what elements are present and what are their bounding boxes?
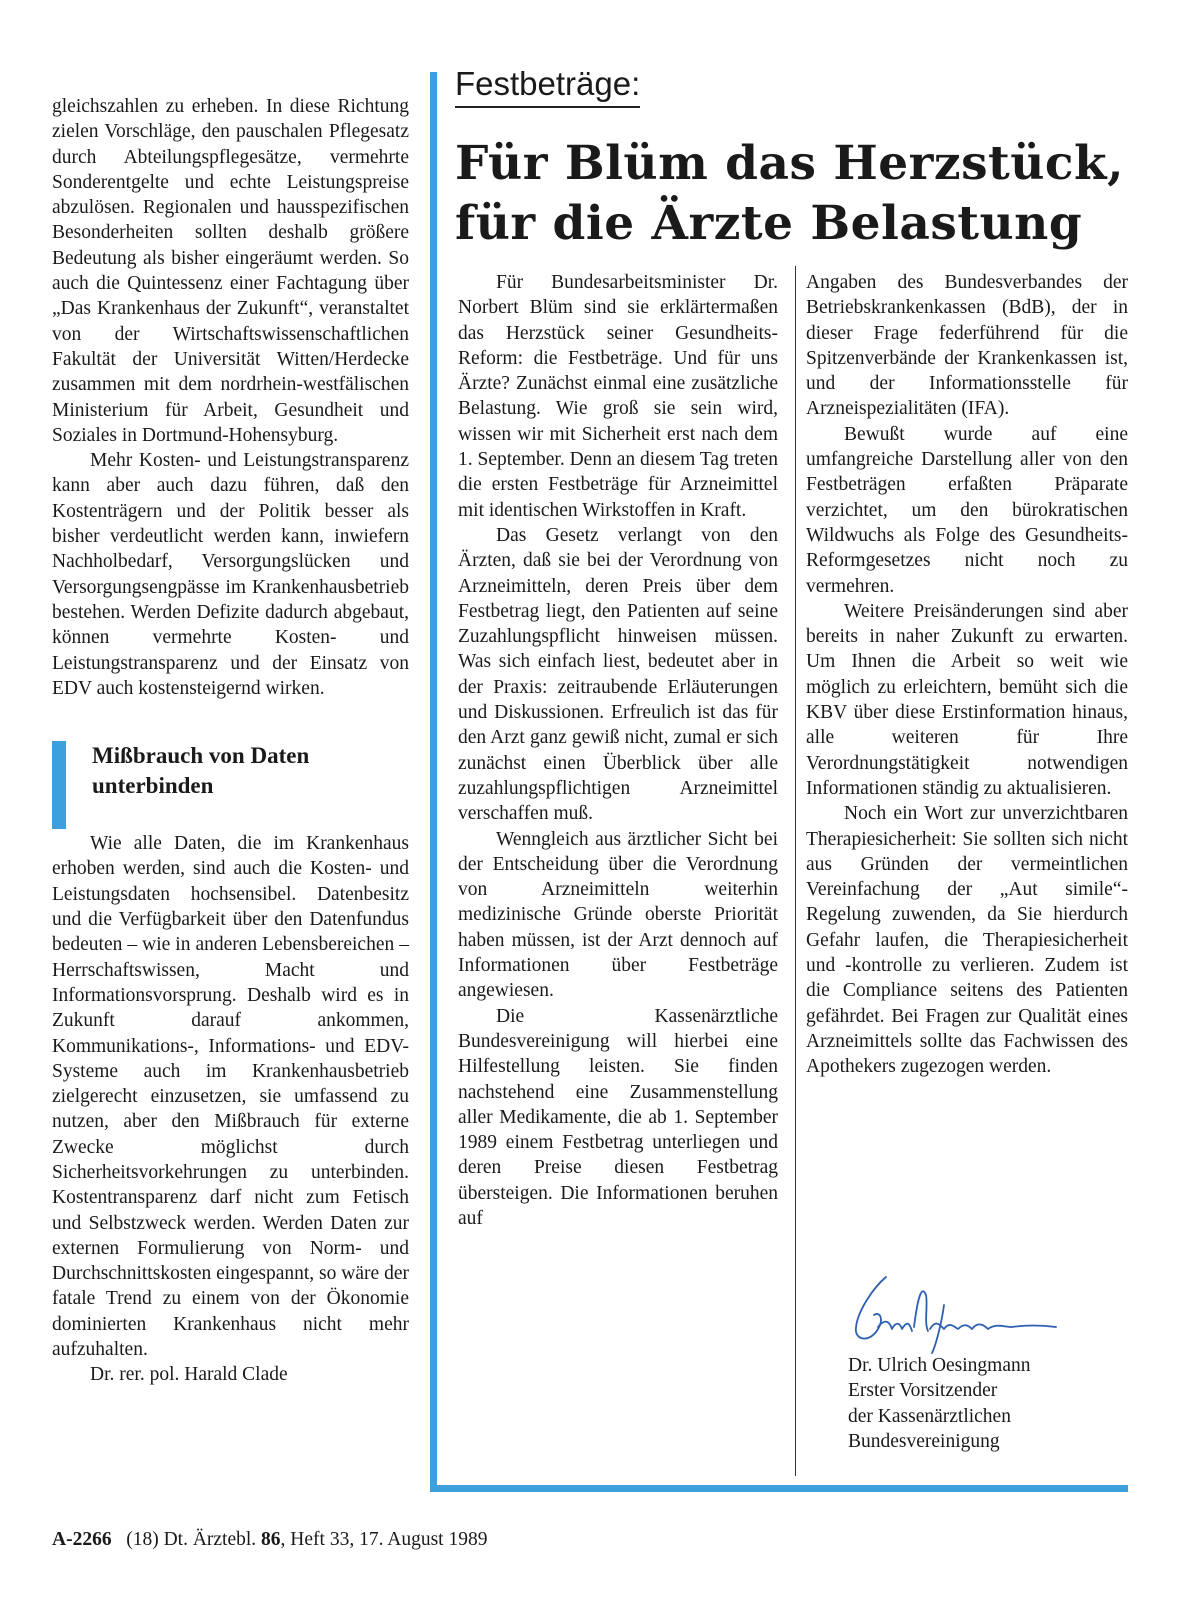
article-column-right: [806, 270, 1128, 1080]
article-paragraph: Für Bundesarbeitsminister Dr. Norbert Blüm sind sie erklärtermaßen das Herzstück seiner Gesundheits-Reform: die Festbeträge. Und für uns Ärzte? Zunächst einmal eine zusätzliche Belastung. Wie groß sie sein wird, wissen wir mit Sicherheit erst nach dem 1. September. Denn an diesem Tag treten die ersten Festbeträge für Arzneimittel mit identischen Wirkstoffen in Kraft.: [458, 272, 778, 521]
accent-bar: [52, 741, 66, 829]
subheading: Mißbrauch von Daten unterbinden: [92, 743, 310, 799]
author-byline: Dr. rer. pol. Harald Clade: [90, 1364, 288, 1386]
left-paragraph: Wie alle Daten, die im Krankenhaus erhoben werden, sind auch die Kosten- und Leistungsdaten hochsensibel. Datenbesitz und die Verfügbarkeit über den Datenfundus bedeuten – wie in anderen Lebensbereichen – Herrschaftswissen, Macht und Informationsvorsprung. Deshalb wird es in Zukunft darauf ankommen, Kommunikations-, Informations- und EDV-Systeme auch im Krankenhausbetrieb zielgerecht einzusetzen, sie umfassend zu nutzen, aber den Mißbrauch für externe Zwecke möglichst durch Sicherheitsvorkehrungen zu unterbinden. Kostentransparenz darf nicht zum Fetisch und Selbstzweck werden. Werden Daten zur externen Formulierung von Norm- und Durchschnittskosten eingespannt, so wäre der fatale Trend zu einem von der Ökonomie dominierten Krankenhaus nicht mehr aufzuhalten.: [52, 833, 409, 1361]
signer-title: Erster Vorsitzender: [848, 1380, 998, 1402]
page-number: A-2266: [52, 1529, 112, 1550]
signer-org: der Kassenärztlichen: [848, 1405, 1011, 1427]
article-kicker: Festbeträge:: [455, 64, 640, 108]
volume: 86: [261, 1529, 281, 1550]
article-paragraph: Angaben des Bundesverbandes der Betriebskrankenkassen (BdB), der in dieser Frage federführend für die Spitzenverbände der Krankenkassen ist, und der Informationsstelle für Arzneispezialitäten (IFA).: [806, 272, 1128, 420]
page-footer: [52, 1527, 487, 1552]
subsection-body: [52, 831, 409, 1388]
column-divider: [795, 266, 796, 1476]
accent-bar-horizontal: [430, 1485, 1128, 1492]
left-paragraph: gleichszahlen zu erheben. In diese Richtung zielen Vorschläge, den pauschalen Pflegesatz durch Abteilungspflegesätze, vermehrte Sonderentgelte und echte Leistungspreise abzulösen. Regionalen und hausspezifischen Besonderheiten sollten deshalb größere Bedeutung als bisher eingeräumt werden. So auch die Quintessenz einer Fachtagung über „Das Krankenhaus der Zukunft“, veranstaltet von der Wirtschaftswissenschaftlichen Fakultät der Universität Witten/Herdecke zusammen mit dem nordrhein-westfälischen Ministerium für Arbeit, Gesundheit und Soziales in Dortmund-Hohensyburg.: [52, 96, 409, 446]
citation: (18) Dt. Ärztebl.: [126, 1529, 257, 1550]
article-paragraph: Wenngleich aus ärztlicher Sicht bei der Entscheidung über die Verordnung von Arzneimitteln weiterhin medizinische Gründe oberste Priorität haben müssen, ist der Arzt dennoch auf Informationen über Festbeträge angewiesen.: [458, 828, 778, 1002]
citation-rest: , Heft 33, 17. August 1989: [280, 1529, 488, 1550]
article-paragraph: Bewußt wurde auf eine umfangreiche Darstellung aller von den Festbeträgen erfaßten Präparate verzichtet, um den bürokratischen Wildwuchs als Folge des Gesundheits-Reformgesetzes nicht noch zu vermehren.: [806, 423, 1128, 597]
article-headline: Für Blüm das Herzstück, für die Ärzte Belastung: [455, 136, 1124, 251]
signature-block: [848, 1353, 1031, 1454]
signature-icon: [836, 1265, 1076, 1355]
article-paragraph: Das Gesetz verlangt von den Ärzten, daß sie bei der Verordnung von Arzneimitteln, deren Preis über dem Festbetrag liegt, den Patienten auf seine Zuzahlungspflicht hinweisen müssen. Was sich einfach liest, bedeutet aber in der Praxis: zeitraubende Erläuterungen und Diskussionen. Erfreulich ist das für den Arzt ganz gewiß nicht, zumal er sich zunächst einen Überblick über alle zuzahlungspflichtigen Arzneimittel verschaffen muß.: [458, 524, 778, 825]
left-column: [52, 94, 409, 1388]
article-column-middle: [458, 270, 778, 1231]
article-paragraph: Noch ein Wort zur unverzichtbaren Therapiesicherheit: Sie sollten sich nicht aus Gründen der vermeintlichen Vereinfachung der „Aut simile“-Regelung zuwenden, da Sie hierdurch Gefahr laufen, die Therapiesicherheit und -kontrolle zu verlieren. Zudem ist die Compliance seitens des Patienten gefährdet. Bei Fragen zur Qualität eines Arzneimittels sollte das Fachwissen des Apothekers zugezogen werden.: [806, 803, 1128, 1078]
left-paragraph: Mehr Kosten- und Leistungstransparenz kann aber auch dazu führen, daß den Kostenträgern und der Politik besser als bisher verdeutlicht werden kann, inwiefern Nachholbedarf, Versorgungslücken und Versorgungsengpässe im Krankenhausbetrieb bestehen. Werden Defizite dadurch abgebaut, können vermehrte Kosten- und Leistungstransparenz und der Einsatz von EDV auch kostensteigernd wirken.: [52, 450, 409, 699]
signer-org: Bundesvereinigung: [848, 1430, 1000, 1452]
subsection: [52, 741, 409, 1388]
accent-bar-vertical: [430, 72, 437, 1492]
article-paragraph: Die Kassenärztliche Bundesvereinigung will hierbei eine Hilfestellung leisten. Sie finden nachstehend eine Zusammenstellung aller Medikamente, die ab 1. September 1989 einem Festbetrag unterliegen und deren Preise diesen Festbetrag übersteigen. Die Informationen beruhen auf: [458, 1005, 778, 1229]
signer-name: Dr. Ulrich Oesingmann: [848, 1355, 1031, 1376]
article-paragraph: Weitere Preisänderungen sind aber bereits in naher Zukunft zu erwarten. Um Ihnen die Arbeit so weit wie möglich zu erleichtern, bemüht sich die KBV über diese Erstinformation hinaus, alle weiteren für Ihre Verordnungstätigkeit notwendigen Informationen ständig zu aktualisieren.: [806, 600, 1128, 799]
